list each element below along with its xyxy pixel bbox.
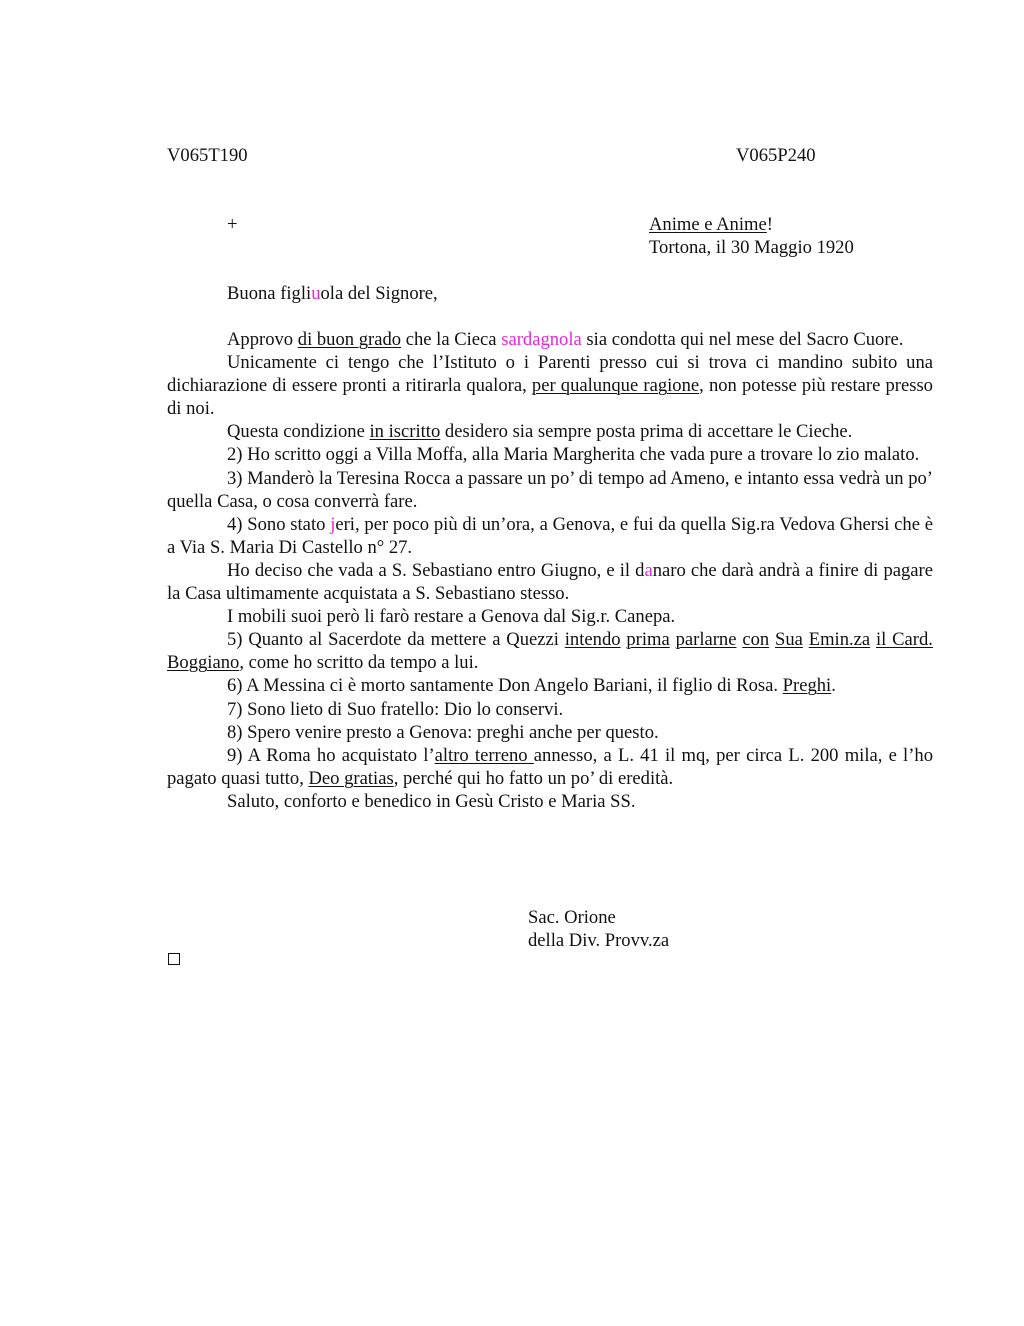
closing-paragraph: Saluto, conforto e benedico in Gesù Cristo e Maria SS. — [227, 790, 636, 812]
cross-symbol: + — [227, 214, 238, 235]
paragraph: Ho deciso che vada a S. Sebastiano entro Giugno, e il danaro che darà andrà a finire di pagare la Casa ultimamente acquistata a S. Sebastiano stesso. — [167, 559, 933, 605]
paragraph: Unicamente ci tengo che l’Istituto o i Parenti presso cui si trova ci mandino subito una dichiarazione di essere pronti a ritirarla qualora, per qualunque ragione, non potesse più restare presso di noi. — [167, 352, 933, 420]
correction-highlight: j — [330, 513, 336, 535]
document-code-right: V065P240 — [736, 145, 816, 166]
signature-block — [528, 906, 669, 952]
document-code-left: V065T190 — [167, 145, 248, 166]
paragraph: 7) Sono lieto di Suo fratello: Dio lo conservi. — [227, 698, 564, 720]
paragraph: 3) Manderò la Teresina Rocca a passare un po’ di tempo ad Ameno, e intanto essa vedrà un po’ quella Casa, o cosa converrà fare. — [167, 467, 933, 512]
paragraph: Questa condizione in iscritto desidero sia sempre posta prima di accettare le Cieche. — [227, 421, 853, 443]
paragraph: 4) Sono stato jeri, per poco più di un’ora, a Genova, e fui da quella Sig.ra Vedova Ghersi che è a Via S. Maria Di Castello n° 27. — [167, 513, 933, 558]
correction-highlight: u — [311, 283, 321, 304]
square-box-icon — [168, 953, 180, 965]
signature-name: Sac. Orione — [528, 907, 616, 928]
paragraph: 2) Ho scritto oggi a Villa Moffa, alla Maria Margherita che vada pure a trovare lo zio malato. — [227, 444, 920, 466]
paragraph: 6) A Messina ci è morto santamente Don Angelo Bariani, il figlio di Rosa. Preghi. — [227, 675, 836, 697]
correction-highlight: a — [644, 559, 653, 581]
heading-block — [649, 213, 854, 259]
motto-underlined: Anime e Anime — [649, 214, 767, 235]
signature-title: della Div. Provv.za — [528, 930, 670, 951]
letter-body — [167, 328, 933, 813]
paragraph: 8) Spero venire presto a Genova: preghi anche per questo. — [227, 721, 659, 743]
correction-highlight: sardagnola — [501, 329, 582, 350]
paragraph: Approvo di buon grado che la Cieca sardagnola sia condotta qui nel mese del Sacro Cuore. — [227, 329, 904, 350]
paragraph: I mobili suoi però li farò restare a Genova dal Sig.r. Canepa. — [227, 606, 676, 628]
greeting: Buona figliuola del Signore, — [227, 283, 438, 304]
paragraph: 9) A Roma ho acquistato l’altro terreno annesso, a L. 41 il mq, per circa L. 200 mila, e l’ho pagato quasi tutto, Deo gratias, perché qui ho fatto un po’ di eredità. — [167, 744, 933, 789]
motto-tail: ! — [766, 214, 773, 235]
place-date: Tortona, il 30 Maggio 1920 — [649, 237, 854, 258]
motto — [649, 213, 854, 236]
paragraph: 5) Quanto al Sacerdote da mettere a Quezzi intendo prima parlarne con Sua Emin.za il Card. Boggiano, come ho scritto da tempo a lui. — [167, 629, 933, 674]
